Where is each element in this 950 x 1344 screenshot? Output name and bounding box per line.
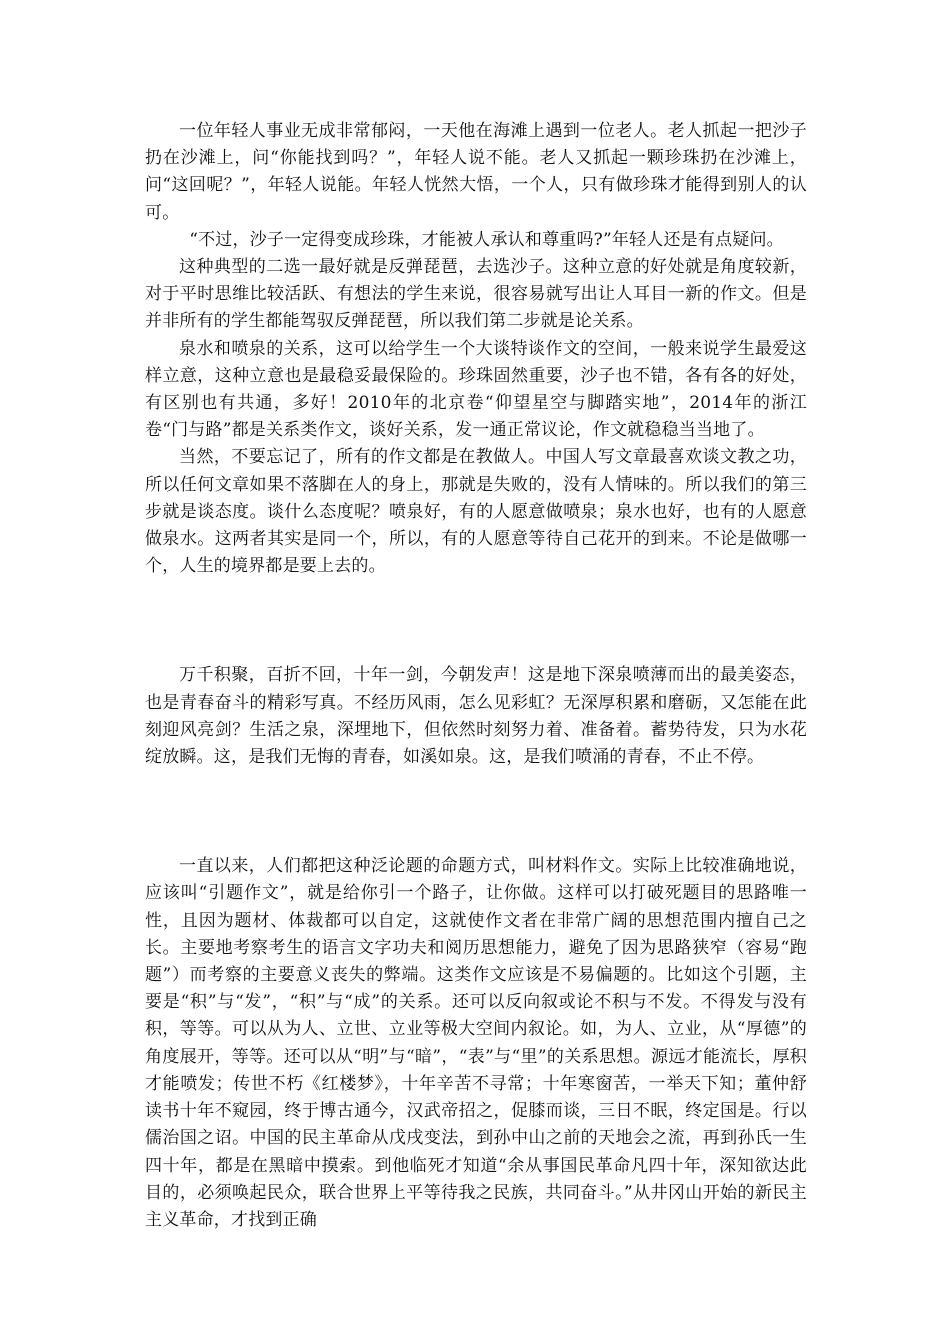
document-page [145,118,807,1234]
paragraph: 当然，不要忘记了，所有的作文都是在教做人。中国人写文章最喜欢谈文教之功，所以任何文章如果不落脚在人的身上，那就是失败的，没有人情味的。所以我们的第三步就是谈态度。谈什么态度呢？喷泉好，有的人愿意做喷泉；泉水也好，也有的人愿意做泉水。这两者其实是同一个，所以，有的人愿意等待自己花开的到来。不论是做哪一个，人生的境界都是要上去的。 [145,447,807,577]
paragraph: 一位年轻人事业无成非常郁闷，一天他在海滩上遇到一位老人。老人抓起一把沙子扔在沙滩上，问“你能找到吗？”，年轻人说不能。老人又抓起一颗珍珠扔在沙滩上，问“这回呢？”，年轻人说能。年轻人恍然大悟，一个人，只有做珍珠才能得到别人的认可。 [145,121,807,223]
section-model-essay [145,662,807,771]
paragraph: 万千积聚，百折不回，十年一剑，今朝发声！这是地下深泉喷薄而出的最美姿态，也是青春奋斗的精彩写真。不经历风雨，怎么见彩虹？无深厚积累和磨砺，又怎能在此刻迎风亮剑？生活之泉，深埋地下，但依然时刻努力着、准备着。蓄势待发，只为水花绽放瞬。这，是我们无悔的青春，如溪如泉。这，是我们喷涌的青春，不止不停。 [145,665,807,768]
paragraph: 这种典型的二选一最好就是反弹琵琶，去选沙子。这种立意的好处就是角度较新，对于平时思维比较活跃、有想法的学生来说，很容易就写出让人耳目一新的作文。但是并非所有的学生都能驾驭反弹琵琶，所以我们第二步就是论关系。 [145,257,807,332]
section-commentary [145,853,807,1234]
section-sand-and-pearl [145,118,807,580]
paragraph: “不过，沙子一定得变成珍珠，才能被人承认和尊重吗?”年轻人还是有点疑问。 [189,229,784,250]
paragraph: 一直以来，人们都把这种泛论题的命题方式，叫材料作文。实际上比较准确地说，应该叫“引题作文”，就是给你引一个路子，让你做。这样可以打破死题目的思路唯一性，且因为题材、体裁都可以自定，这就使作文者在非常广阔的思想范围内擅自己之长。主要地考察考生的语言文字功夫和阅历思想能力，避免了因为思路狭窄（容易“跑题”）而考察的主要意义丧失的弊端。这类作文应该是不易偏题的。比如这个引题，主要是“积”与“发”，“积”与“成”的关系。还可以反向叙或论不积与不发。不得发与没有积，等等。可以从为人、立世、立业等极大空间内叙论。如，为人、立业，从“厚德”的角度展开，等等。还可以从“明”与“暗”，“表”与“里”的关系思想。源远才能流长，厚积才能喷发；传世不朽《红楼梦》，十年辛苦不寻常；十年寒窗苦，一举天下知；董仲舒读书十年不窥园，终于博古通今，汉武帝招之，促膝而谈，三日不眠，终定国是。行以儒治国之诏。中国的民主革命从戊戌变法，到孙中山之前的天地会之流，再到孙氏一生四十年，都是在黑暗中摸索。到他临死才知道“余从事国民革命凡四十年，深知欲达此目的，必须唤起民众，联合世界上平等待我之民族，共同奋斗。”从井冈山开始的新民主主义革命，才找到正确 [145,856,807,1230]
paragraph: 泉水和喷泉的关系，这可以给学生一个大谈特谈作文的空间，一般来说学生最爱这样立意，这种立意也是最稳妥最保险的。珍珠固然重要，沙子也不错，各有各的好处，有区别也有共通，多好！2010年的北京卷“仰望星空与脚踏实地”，2014年的浙江卷“门与路”都是关系类作文，谈好关系，发一通正常议论，作文就稳稳当当地了。 [145,338,807,441]
